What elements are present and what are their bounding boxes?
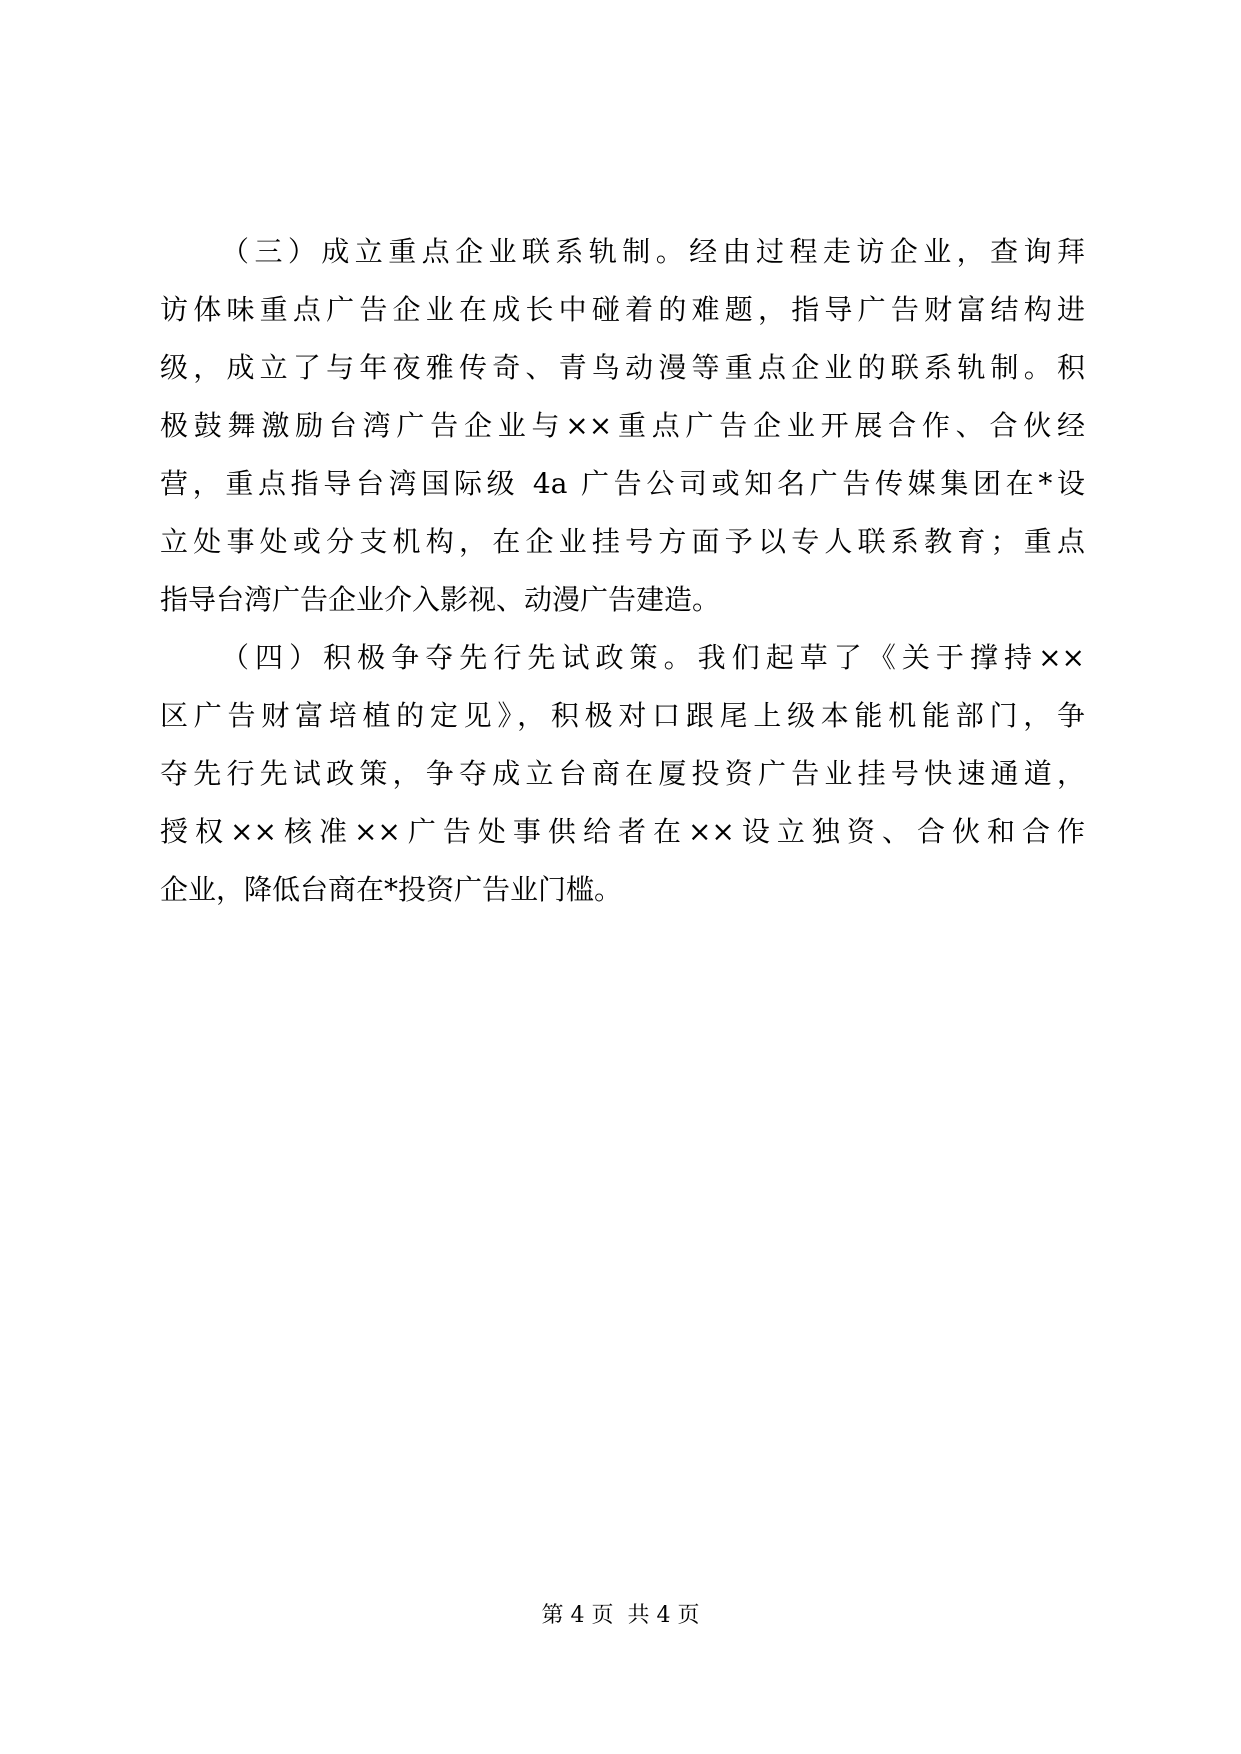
paragraph-4-line-5: 企业，降低台商在*投资广告业门槛。 <box>160 873 623 906</box>
paragraph-4-line-4: 授权××核准××广告处事供给者在××设立独资、合伙和合作 <box>160 815 1085 848</box>
paragraph-3-line-6: 立处事处或分支机构，在企业挂号方面予以专人联系教育；重点 <box>160 525 1085 558</box>
paragraph-3-line-7: 指导台湾广告企业介入影视、动漫广告建造。 <box>160 583 721 616</box>
paragraph-4-line-3: 夺先行先试政策，争夺成立台商在厦投资广告业挂号快速通道， <box>160 757 1085 790</box>
paragraph-3-line-3: 级，成立了与年夜雅传奇、青鸟动漫等重点企业的联系轨制。积 <box>160 351 1085 384</box>
paragraph-4-line-1: （四）积极争夺先行先试政策。我们起草了《关于撑持×× <box>221 641 1085 674</box>
paragraph-3-line-4: 极鼓舞激励台湾广告企业与××重点广告企业开展合作、合伙经 <box>160 409 1085 442</box>
page-footer: 第 4 页 共 4 页 <box>541 1603 700 1628</box>
paragraph-3-line-5: 营，重点指导台湾国际级 4a 广告公司或知名广告传媒集团在*设 <box>160 467 1085 500</box>
paragraph-3-line-2: 访体味重点广告企业在成长中碰着的难题，指导广告财富结构进 <box>160 293 1085 326</box>
paragraph-4-line-2: 区广告财富培植的定见》，积极对口跟尾上级本能机能部门，争 <box>160 699 1085 732</box>
paragraph-3-line-1: （三）成立重点企业联系轨制。经由过程走访企业，查询拜 <box>221 235 1085 268</box>
